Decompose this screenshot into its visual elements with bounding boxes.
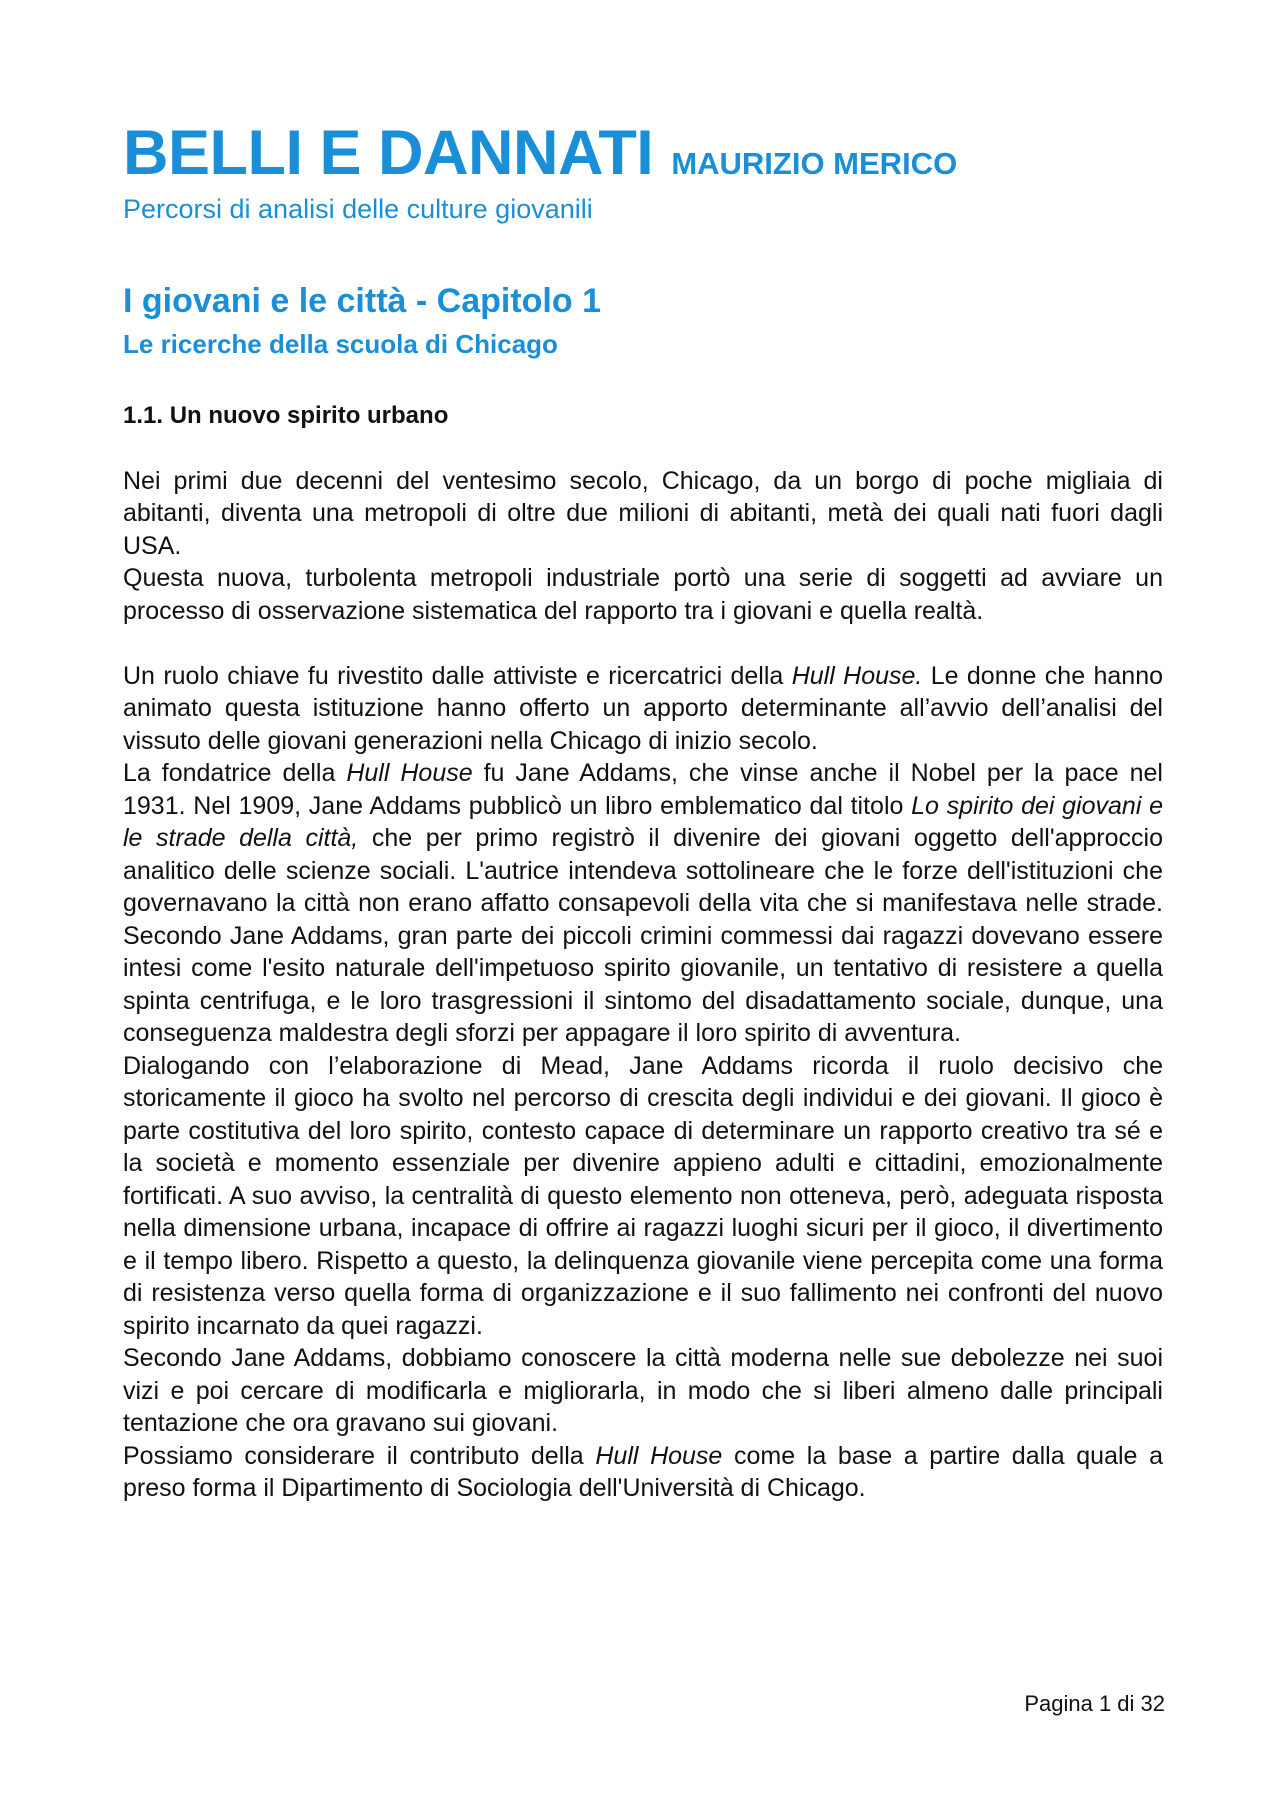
document-subtitle: Percorsi di analisi delle culture giovanili (123, 194, 593, 225)
text-run: Le donne che hanno animato questa istituzione hanno offerto un apporto determinante all’avvio dell’analisi del vissuto delle giovani generazioni nella Chicago di inizio secolo. (123, 661, 1163, 755)
page-number: Pagina 1 di 32 (1024, 1691, 1165, 1716)
text-run: che per primo registrò il divenire dei giovani oggetto dell'approccio analitico delle scienze sociali. L'autrice intendeva sottolineare che le forze dell'istituzioni che governavano la città non erano affatto consapevoli della vita che si manifestava nelle strade. Secondo Jane Addams, gran parte dei piccoli crimini commessi dai ragazzi dovevano essere intesi come l'esito naturale dell'impetuoso spirito giovanile, un tentativo di resistere a quella spinta centrifuga, e le loro trasgressioni il sintomo del disadattamento sociale, dunque, una conseguenza maldestra degli sforzi per appagare il loro spirito di avventura. (123, 824, 1163, 1048)
paragraph: Questa nuova, turbolenta metropoli industriale portò una serie di soggetti ad avviare un processo di osservazione sistematica del rapporto tra i giovani e quella realtà. (123, 564, 1163, 625)
author-name: MAURIZIO MERICO (671, 146, 958, 181)
text-run: Possiamo considerare il contributo della (123, 1441, 596, 1470)
chapter-title: I giovani e le città - Capitolo 1 (123, 282, 601, 321)
chapter-subtitle: Le ricerche della scuola di Chicago (123, 328, 558, 359)
paragraph: Nei primi due decenni del ventesimo secolo, Chicago, da un borgo di poche migliaia di abitanti, diventa una metropoli di oltre due milioni di abitanti, metà dei quali nati fuori dagli USA. (123, 466, 1163, 560)
section-title: 1.1. Un nuovo spirito urbano (123, 401, 449, 429)
text-run: fu Jane Addams, che vinse anche il Nobel per la pace nel 1931. Nel 1909, Jane Addams pubblicò un libro emblematico dal titolo (123, 759, 1163, 820)
paragraph (123, 660, 1163, 758)
text-run: Un ruolo chiave fu rivestito dalle attiviste e ricercatrici della (123, 661, 792, 690)
paragraph: Dialogando con l’elaborazione di Mead, Jane Addams ricorda il ruolo decisivo che storicamente il gioco ha svolto nel percorso di crescita degli individui e dei giovani. Il gioco è parte costitutiva del loro spirito, contesto capace di determinare un rapporto creativo tra sé e la società e momento essenziale per divenire appieno adulti e cittadini, emozionalmente fortificati. A suo avviso, la centralità di questo elemento non otteneva, però, adeguata risposta nella dimensione urbana, incapace di offrire ai ragazzi luoghi sicuri per il gioco, il divertimento e il tempo libero. Rispetto a questo, la delinquenza giovanile viene percepita come una forma di resistenza verso quella forma di organizzazione e il suo fallimento nei confronti del nuovo spirito incarnato da quei ragazzi. (123, 1051, 1163, 1340)
document-page (123, 120, 1163, 1505)
document-title: BELLI E DANNATI (123, 118, 654, 188)
emphasis-text: Hull House (595, 1441, 723, 1470)
text-run: La fondatrice della (123, 759, 347, 788)
paragraph: Secondo Jane Addams, dobbiamo conoscere la città moderna nelle sue debolezze nei suoi vizi e poi cercare di modificarla e migliorarla, in modo che si liberi almeno dalle principali tentazione che ora gravano sui giovani. (123, 1344, 1163, 1438)
text-run: come la base a partire dalla quale a preso forma il Dipartimento di Sociologia dell'Università di Chicago. (123, 1441, 1163, 1503)
emphasis-text: Lo spirito dei giovani e le strade della città, (123, 791, 1163, 853)
emphasis-text: Hull House. (791, 661, 923, 690)
emphasis-text: Hull House (346, 759, 473, 788)
paragraph (123, 757, 1163, 1050)
title-row (123, 120, 1163, 186)
paragraph (123, 1440, 1163, 1505)
body-text (123, 465, 1163, 1505)
